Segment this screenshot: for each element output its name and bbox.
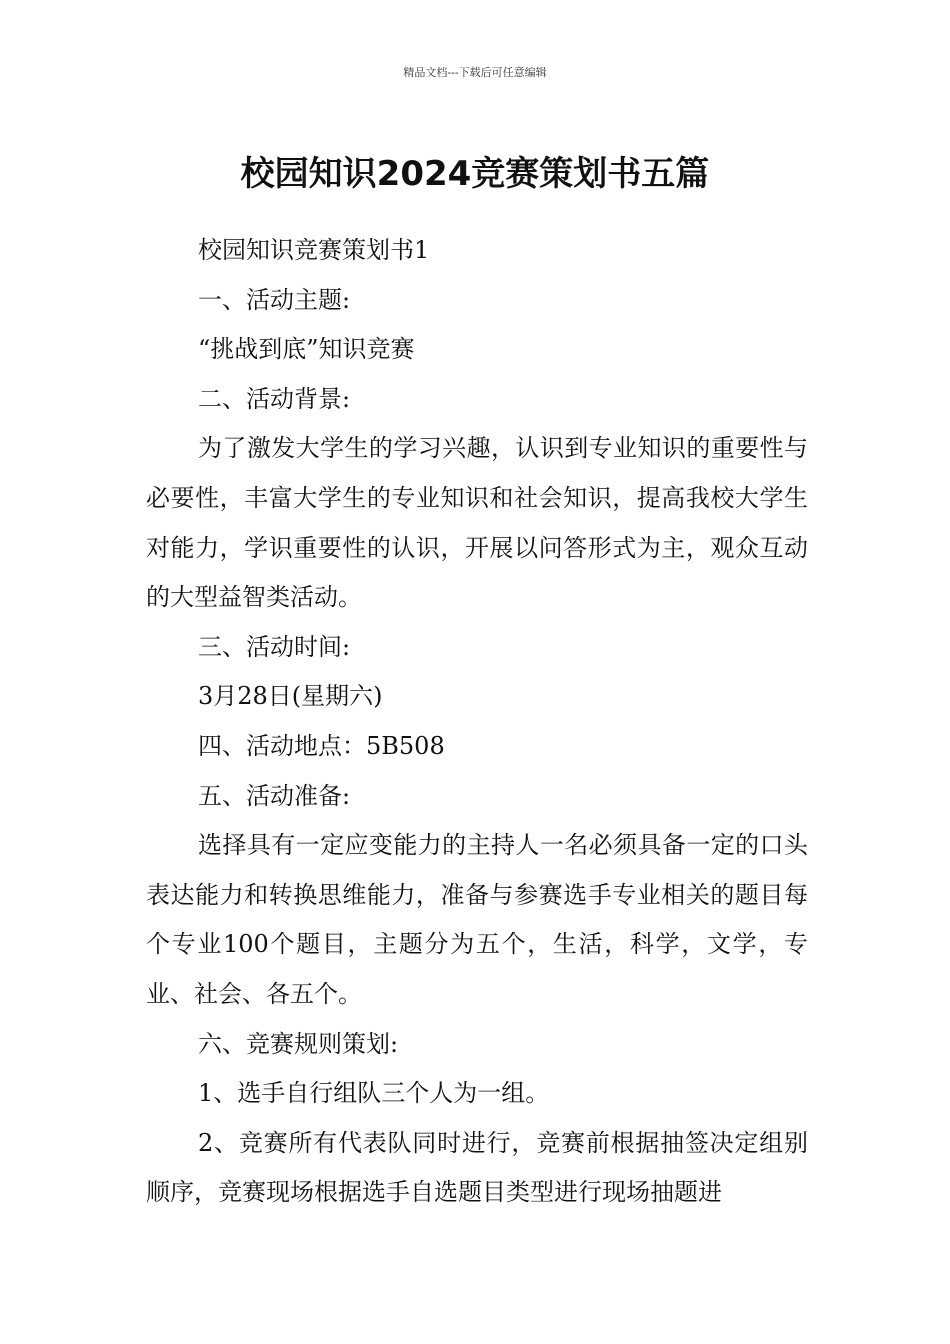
list-item: 2、竞赛所有代表队同时进行，竞赛前根据抽签决定组别顺序，竞赛现场根据选手自选题目类型进行现场抽题进 xyxy=(146,1128,808,1207)
paragraph: 为了激发大学生的学习兴趣，认识到专业知识的重要性与必要性，丰富大学生的专业知识和社会知识，提高我校大学生对能力，学识重要性的认识，开展以问答形式为主，观众互动的大型益智类活动。 xyxy=(146,434,808,612)
page-header-note: 精品文档---下载后可任意编辑 xyxy=(403,66,547,79)
list-item: 1、选手自行组队三个人为一组。 xyxy=(198,1079,550,1108)
section-heading: 四、活动地点：5B508 xyxy=(198,731,445,760)
paragraph: 3月28日(星期六) xyxy=(198,682,383,711)
document-body xyxy=(146,226,808,1218)
section-heading: 六、竞赛规则策划: xyxy=(198,1029,399,1058)
document-title: 校园知识2024竞赛策划书五篇 xyxy=(240,153,710,194)
section-heading: 二、活动背景: xyxy=(198,384,351,413)
paragraph: “挑战到底”知识竞赛 xyxy=(198,335,415,364)
section-heading: 五、活动准备: xyxy=(198,781,351,810)
paragraph: 选择具有一定应变能力的主持人一名必须具备一定的口头表达能力和转换思维能力，准备与参赛选手专业相关的题目每个专业100个题目，主题分为五个，生活，科学，文学，专业、社会、各五个。 xyxy=(146,831,808,1008)
section-heading: 一、活动主题: xyxy=(198,285,351,314)
section-heading: 三、活动时间: xyxy=(198,632,351,661)
section-heading: 校园知识竞赛策划书1 xyxy=(198,236,430,264)
